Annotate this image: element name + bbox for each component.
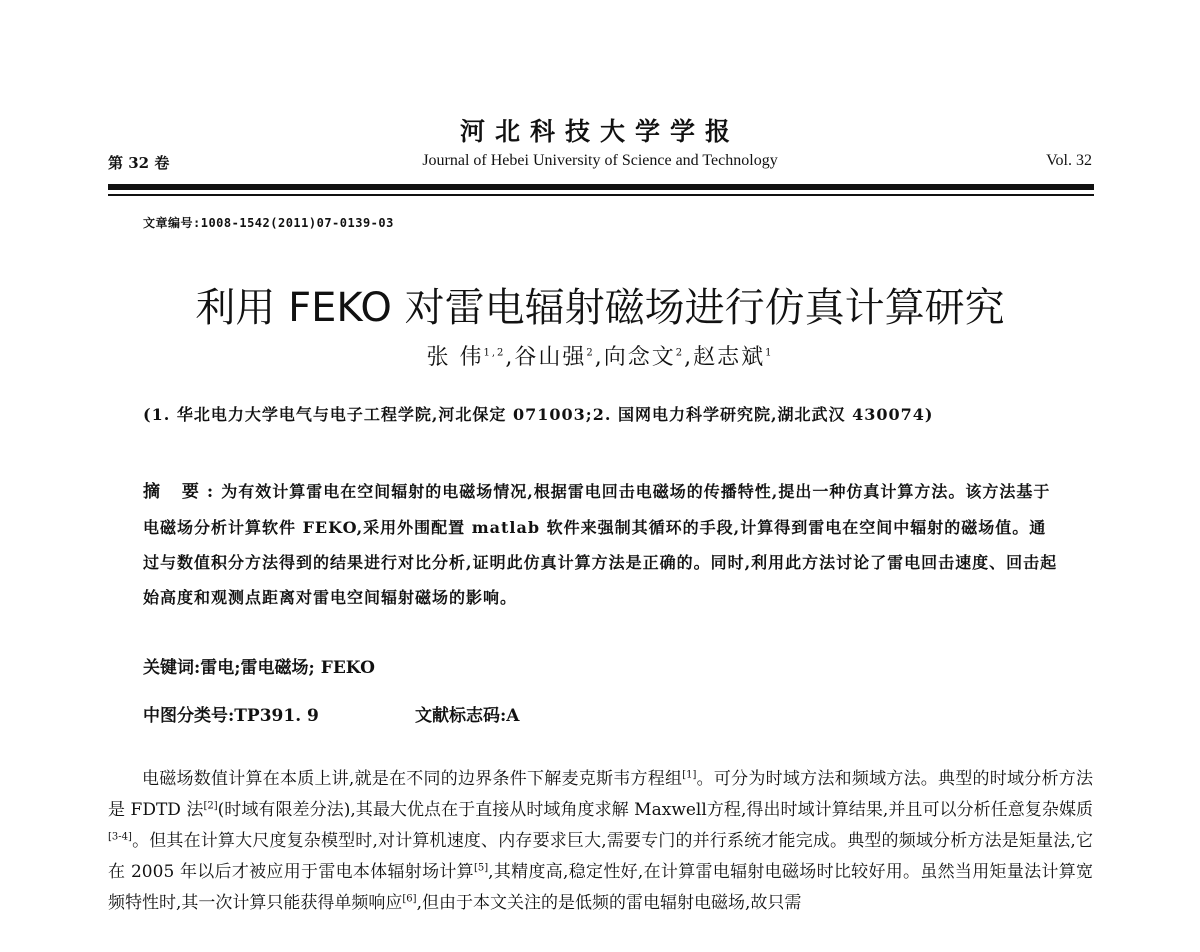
citation: [1]: [682, 769, 697, 781]
author-affil-mark: 1: [765, 347, 774, 359]
citation: [5]: [473, 862, 489, 874]
body-text: [108, 764, 1093, 919]
body-run: 。可分为时域方法和频域方法。典型的时域分析方法是 FDTD 法: [108, 769, 1094, 820]
citation: [2]: [203, 800, 218, 812]
author-name: 张 伟: [426, 345, 484, 370]
paper-title: 利用 FEKO 对雷电辐射磁场进行仿真计算研究: [195, 285, 1005, 331]
journal-title-cn: 河北科技大学学报: [459, 117, 740, 146]
document-code: 文献标志码:A: [415, 706, 520, 726]
body-run: ,其精度高,稳定性好,在计算雷电辐射电磁场时比较好用。虽然当用矩量法计算宽频特性时,其一次计算只能获得单频响应: [108, 862, 1093, 913]
header-rule-thick: [108, 184, 1094, 190]
abstract: [143, 474, 1058, 615]
author-affil-mark: 2: [586, 347, 595, 359]
author-list: 张 伟$^{1,2}$,谷山强$^2$,向念文$^2$,赵志斌$^1$: [426, 345, 774, 370]
volume-en: Vol. 32: [1046, 152, 1092, 169]
citation: [6]: [402, 893, 417, 905]
body-run: 。但其在计算大尺度复杂模型时,对计算机速度、内存要求巨大,需要专门的并行系统才能完成。典型的频域分析方法是矩量法,它在 2005 年以后才被应用于雷电本体辐射场计算: [108, 831, 1093, 882]
volume-cn: 第 32 卷: [108, 154, 170, 172]
abstract-text: 为有效计算雷电在空间辐射的电磁场情况,根据雷电回击电磁场的传播特性,提出一种仿真计算方法。该方法基于电磁场分析计算软件 FEKO,采用外围配置 matlab 软件来强制其循环的手段,计算得到雷电在空间中辐射的磁场值。通过与数值积分方法得到的结果进行对比分析,证明此仿真计算方法是正确的。同时,利用此方法讨论了雷电回击速度、回击起始高度和观测点距离对雷电空间辐射磁场的影响。: [143, 482, 1058, 607]
abstract-label: 摘 要:: [143, 482, 222, 502]
clc-number: 中图分类号:TP391. 9: [143, 706, 319, 726]
author-affil-mark: 2: [675, 347, 685, 359]
author-name: 赵志斌: [693, 345, 766, 370]
journal-title-en: Journal of Hebei University of Science and Technology: [422, 152, 778, 169]
article-number: 文章编号:1008-1542(2011)07-0139-03: [143, 216, 394, 230]
body-run: 电磁场数值计算在本质上讲,就是在不同的边界条件下解麦克斯韦方程组: [142, 769, 683, 789]
citation: [3-4]: [108, 831, 132, 843]
keywords: 关键词:雷电;雷电磁场; FEKO: [143, 658, 375, 678]
body-run: (时域有限差分法),其最大优点在于直接从时域角度求解 Maxwell方程,得出时域计算结果,并且可以分析任意复杂媒质: [217, 800, 1093, 820]
author-name: 向念文: [603, 345, 676, 370]
author-name: 谷山强: [514, 345, 587, 370]
author-affil-mark: 1,2: [483, 347, 506, 359]
body-run: ,但由于本文关注的是低频的雷电辐射电磁场,故只需: [416, 893, 802, 913]
affiliations: (1. 华北电力大学电气与电子工程学院,河北保定 071003;2. 国网电力科学研究院,湖北武汉 430074): [143, 405, 934, 424]
header-rule-thin: [108, 194, 1094, 196]
body-paragraph: [108, 764, 1093, 919]
